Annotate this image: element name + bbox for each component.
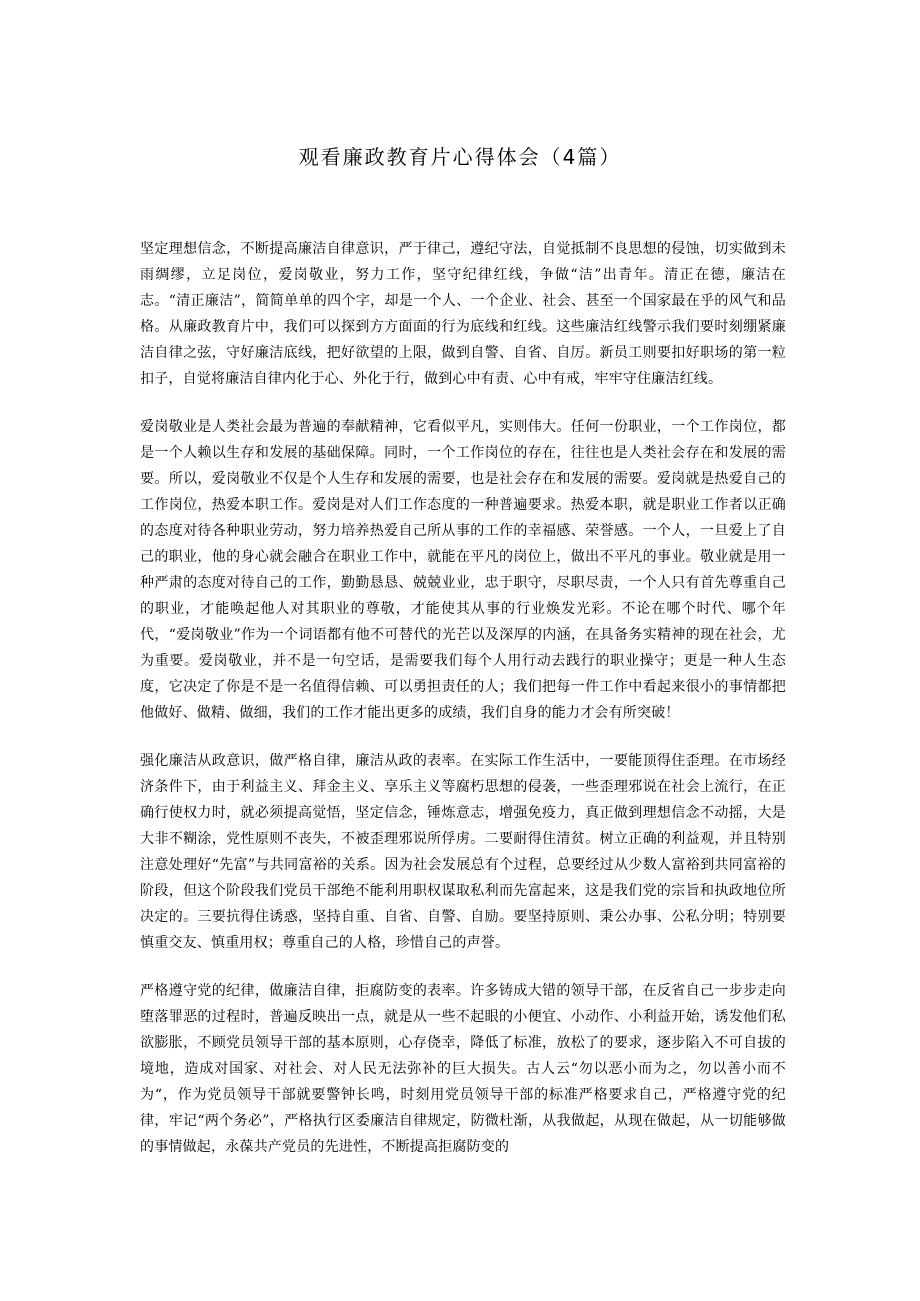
document-title: 观看廉政教育片心得体会（4篇） bbox=[298, 145, 622, 169]
paragraph-3: 强化廉洁从政意识，做严格自律，廉洁从政的表率。在实际工作生活中，一要能顶得住歪理。在市场经济条件下，由于利益主义、拜金主义、享乐主义等腐朽思想的侵袭，一些歪理邪说在社会上流行，在正确行使权力时，就必须提高觉悟，坚定信念，锤炼意志，增强免疫力，真正做到理想信念不动摇，大是大非不糊涂，党性原则不丧失，不被歪理邪说所俘虏。二要耐得住清贫。树立正确的利益观，并且特别注意处理好“先富”与共同富裕的关系。因为社会发展总有个过程，总要经过从少数人富裕到共同富裕的阶段，但这个阶段我们党员干部绝不能利用职权谋取私利而先富起来，这是我们党的宗旨和执政地位所决定的。三要抗得住诱惑，坚持自重、自省、自警、自励。要坚持原则、秉公办事、公私分明；特别要慎重交友、慎重用权；尊重自己的人格，珍惜自己的声誉。 bbox=[140, 753, 786, 951]
paragraph-1: 坚定理想信念，不断提高廉洁自律意识，严于律己，遵纪守法，自觉抵制不良思想的侵蚀，切实做到未雨绸缪，立足岗位，爱岗敬业，努力工作，坚守纪律红线，争做“洁”出青年。清正在德，廉洁在志。“清正廉洁”，简简单单的四个字，却是一个人、一个企业、社会、甚至一个国家最在乎的风气和品格。从廉政教育片中，我们可以探到方方面面的行为底线和红线。这些廉洁红线警示我们要时刻绷紧廉洁自律之弦，守好廉洁底线，把好欲望的上限，做到自警、自省、自厉。新员工则要扣好职场的第一粒扣子，自觉将廉洁自律内化于心、外化于行，做到心中有责、心中有戒，牢牢守住廉洁红线。 bbox=[140, 241, 786, 387]
paragraph-2: 爱岗敬业是人类社会最为普遍的奉献精神，它看似平凡，实则伟大。任何一份职业，一个工作岗位，都是一个人赖以生存和发展的基础保障。同时，一个工作岗位的存在，往往也是人类社会存在和发展的需要。所以，爱岗敬业不仅是个人生存和发展的需要，也是社会存在和发展的需要。爱岗就是热爱自己的工作岗位，热爱本职工作。爱岗是对人们工作态度的一种普遍要求。热爱本职，就是职业工作者以正确的态度对待各种职业劳动，努力培养热爱自己所从事的工作的幸福感、荣誉感。一个人，一旦爱上了自己的职业，他的身心就会融合在职业工作中，就能在平凡的岗位上，做出不平凡的事业。敬业就是用一种严肃的态度对待自己的工作，勤勤恳恳、兢兢业业，忠于职守，尽职尽责，一个人只有首先尊重自己的职业，才能唤起他人对其职业的尊敬，才能使其从事的行业焕发光彩。不论在哪个时代、哪个年代，“爱岗敬业”作为一个词语都有他不可替代的光芒以及深厚的内涵，在具备务实精神的现在社会，尤为重要。爱岗敬业，并不是一句空话，是需要我们每个人用行动去践行的职业操守；更是一种人生态度，它决定了你是不是一名值得信赖、可以勇担责任的人；我们把每一件工作中看起来很小的事情都把他做好、做精、做细，我们的工作才能出更多的成绩，我们自身的能力才会有所突破！ bbox=[140, 419, 786, 721]
document-body bbox=[140, 236, 786, 1160]
paragraph-4: 严格遵守党的纪律，做廉洁自律，拒腐防变的表率。许多铸成大错的领导干部，在反省自己一步步走向堕落罪恶的过程时，普遍反映出一点，就是从一些不起眼的小便宜、小动作、小利益开始，诱发他们私欲膨胀，不顾党员领导干部的基本原则，心存侥幸，降低了标准，放松了的要求，逐步陷入不可自拔的境地，造成对国家、对社会、对人民无法弥补的巨大损失。古人云“勿以恶小而为之，勿以善小而不为“，作为党员领导干部就要警钟长鸣，时刻用党员领导干部的标准严格要求自己，严格遵守党的纪律，牢记“两个务必”，严格执行区委廉洁自律规定，防微杜渐，从我做起，从现在做起，从一切能够做的事情做起，永葆共产党员的先进性，不断提高拒腐防变的 bbox=[140, 983, 786, 1155]
